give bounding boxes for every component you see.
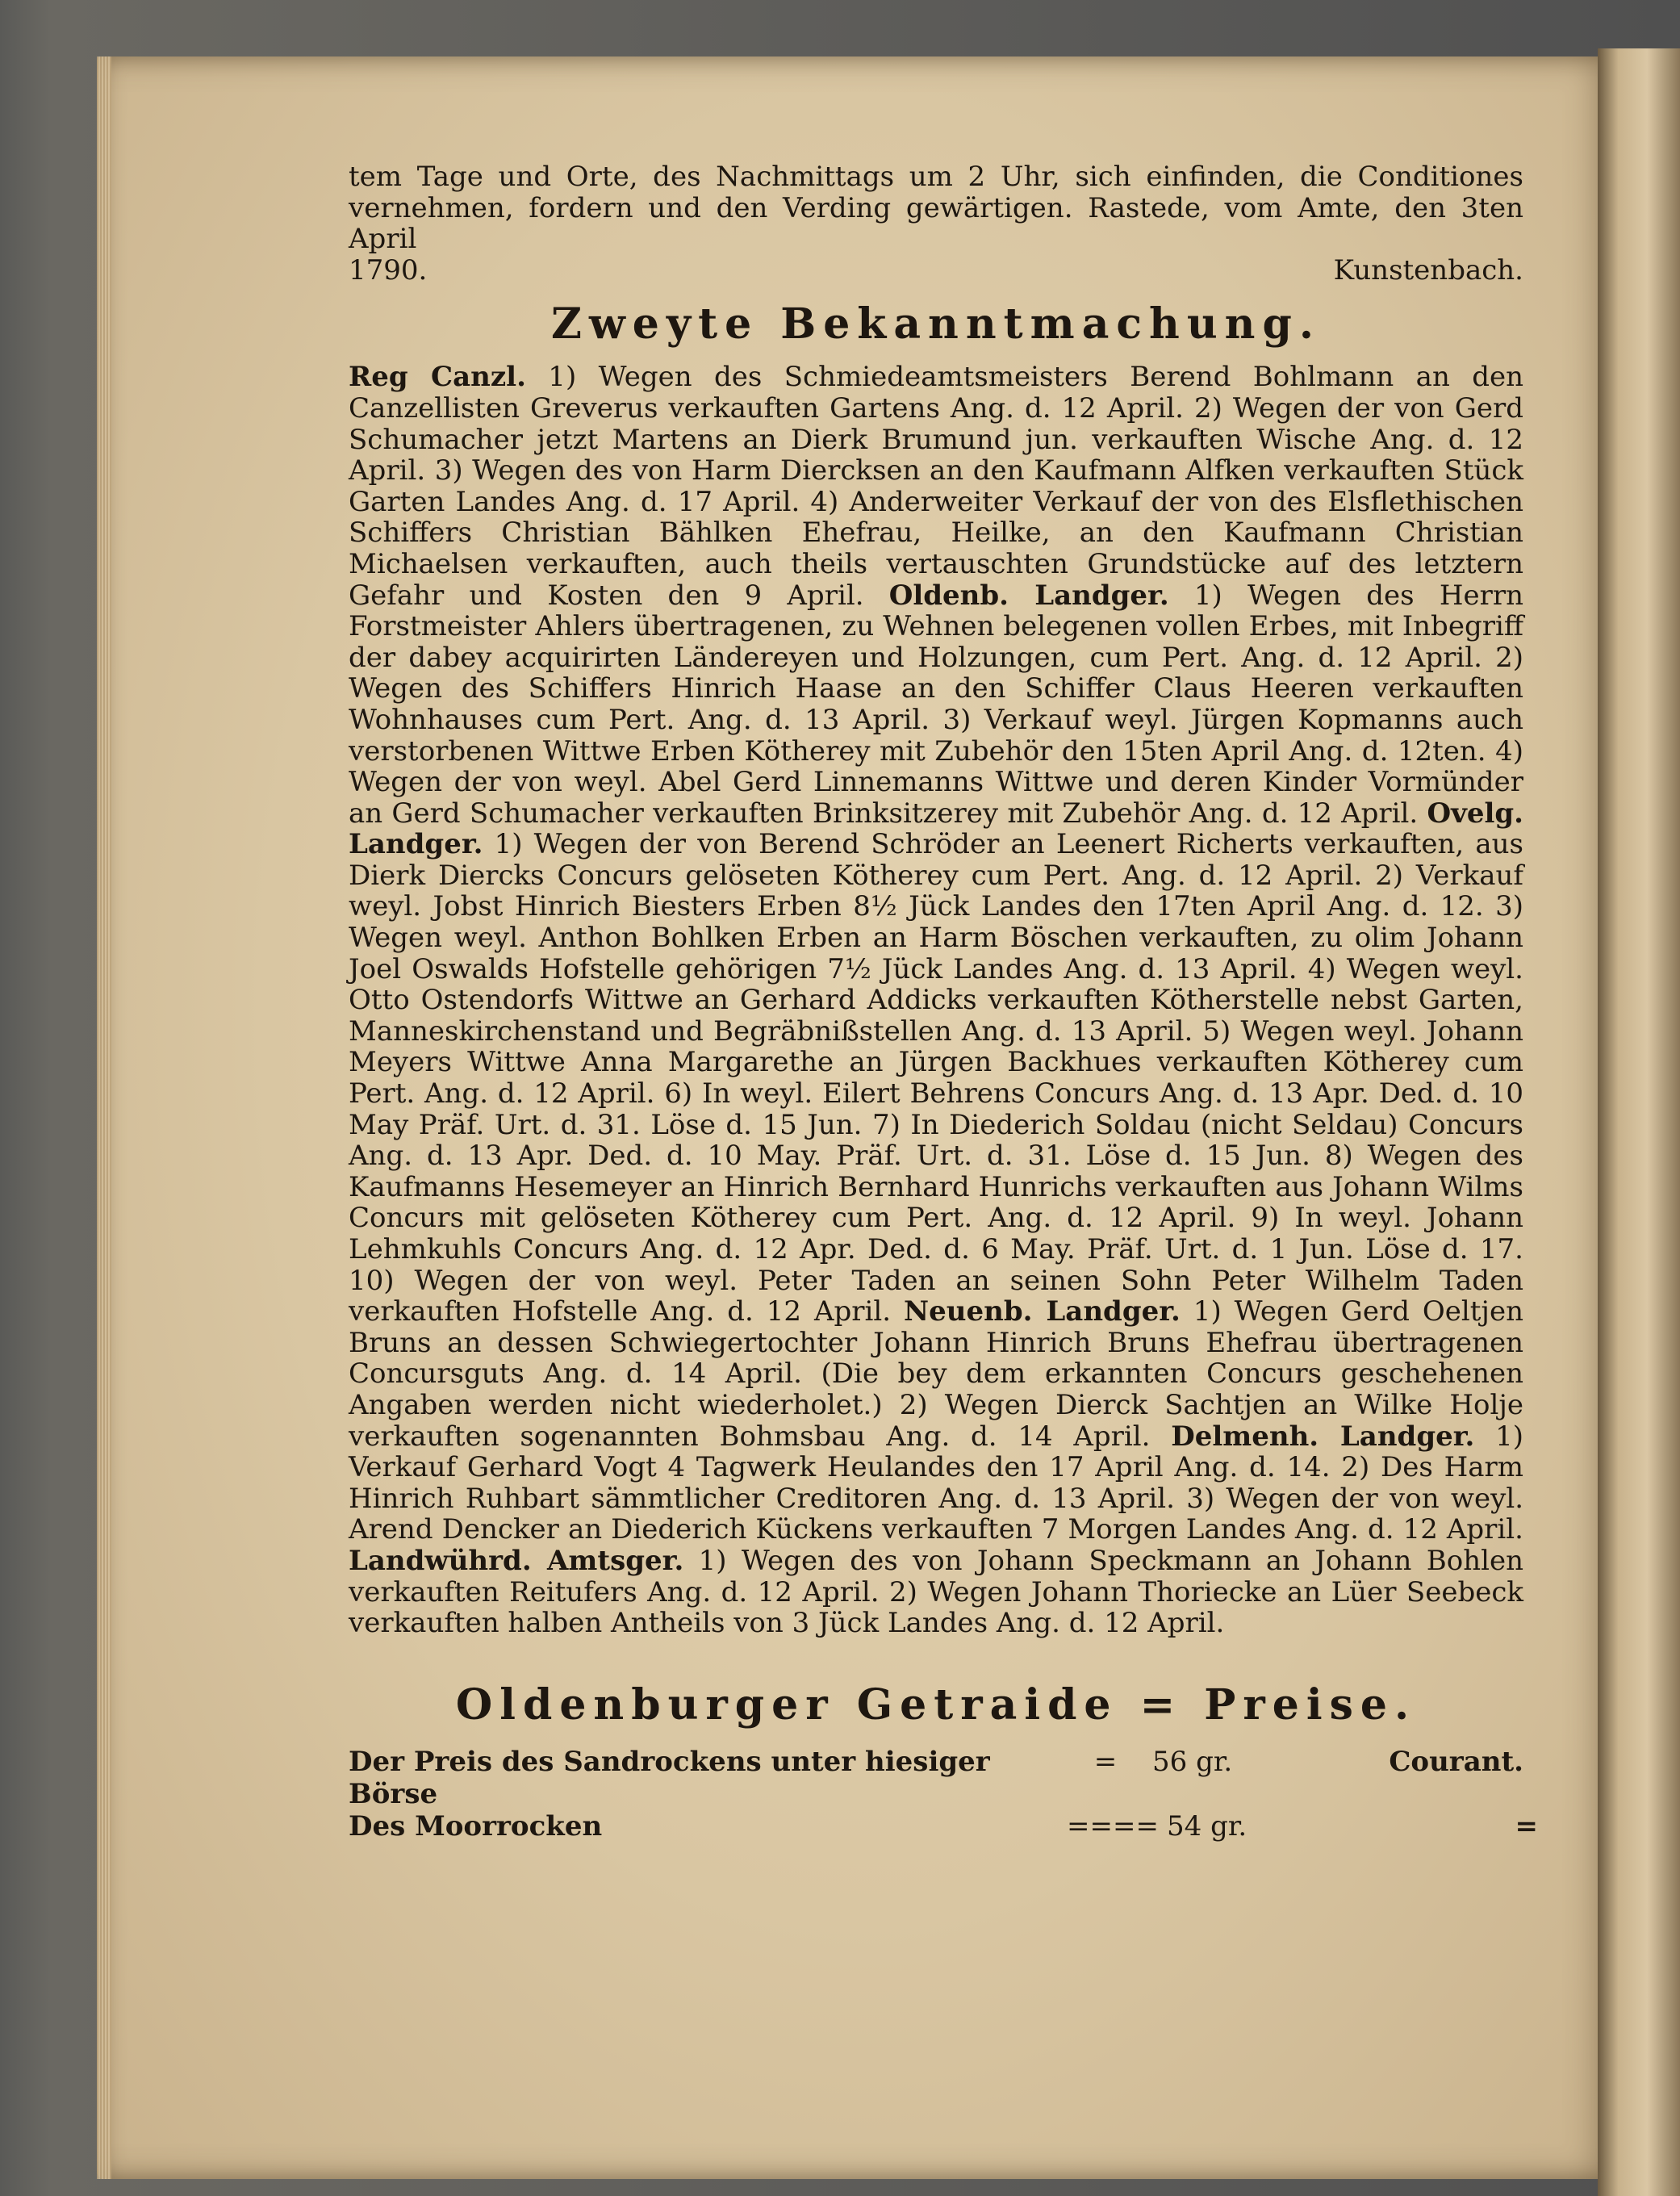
signature-line	[349, 255, 1523, 287]
court-landwuehrd: Landwührd. Amtsger.	[349, 1544, 684, 1577]
price-amount: 56 gr.	[1152, 1745, 1233, 1778]
court-oldenb: Oldenb. Landger.	[888, 579, 1169, 612]
notice-heading: Zweyte Bekanntmachung.	[551, 299, 1321, 349]
notice-part-4: 1) Wegen Gerd Oeltjen Bruns an dessen Schwiegertochter Johann Hinrich Bruns Ehefrau übertragenen Concursguts Ang. d. 14 April. (Die bey dem erkannten Concurs geschehenen Angaben werden nicht wiederholet.) 2) Wegen Dierck Sachtjen an Wilke Holje verkauften sogenannten Bohmsbau Ang. d. 14 April.	[349, 1295, 1523, 1453]
notice-part-3: 1) Wegen der von Berend Schröder an Leenert Richerts verkauften, aus Dierk Diercks Concurs gelöseten Kötherey cum Pert. Ang. d. 12 April. 2) Verkauf weyl. Jobst Hinrich Biesters Erben 8½ Jück Landes den 17ten April Ang. d. 12. 3) Wegen weyl. Anthon Bohlken Erben an Harm Böschen verkauften, zu olim Johann Joel Oswalds Hofstelle gehörigen 7½ Jück Landes Ang. d. 13 April. 4) Wegen weyl. Otto Ostendorfs Wittwe an Gerhard Addicks verkauften Kötherstelle nebst Garten, Manneskirchenstand und Begräbnißstellen Ang. d. 13 April. 5) Wegen weyl. Johann Meyers Wittwe Anna Margarethe an Jürgen Backhues verkauften Kötherey cum Pert. Ang. d. 12 April. 6) In weyl. Eilert Behrens Concurs Ang. d. 13 Apr. Ded. d. 10 May Präf. Urt. d. 31. Löse d. 15 Jun. 7) In Diederich Soldau (nicht Seldau) Concurs Ang. d. 13 Apr. Ded. d. 10 May. Präf. Urt. d. 31. Löse d. 15 Jun. 8) Wegen des Kaufmanns Hesemeyer an Hinrich Bernhard Hunrichs verkauften aus Johann Wilms Concurs mit gelöseten Kötherey cum Pert. Ang. d. 12 April. 9) In weyl. Johann Lehmkuhls Concurs Ang. d. 12 Apr. Ded. d. 6 May. Präf. Urt. d. 1 Jun. Löse d. 17. 10) Wegen der von weyl. Peter Taden an seinen Sohn Peter Wilhelm Taden verkauften Hofstelle Ang. d. 12 April.	[349, 828, 1523, 1328]
price-currency: Courant.	[1389, 1745, 1523, 1778]
intro-paragraph: tem Tage und Orte, des Nachmittags um 2 Uhr, sich einfinden, die Conditiones vernehmen, fordern und den Verding gewärtigen. Rastede, vom Amte, den 3ten April	[349, 161, 1523, 256]
price-row-sandrocken	[349, 1746, 1523, 1810]
page-text	[349, 161, 1538, 1843]
price-fill: = = = =	[1067, 1809, 1159, 1843]
book-gutter	[1598, 48, 1680, 2196]
price-amount: 54 gr.	[1167, 1809, 1247, 1843]
notice-part-2: 1) Wegen des Herrn Forstmeister Ahlers übertragenen, zu Wehnen belegenen vollen Erbes, mit Inbegriff der dabey acquirirten Ländereyen und Holzungen, cum Pert. Ang. d. 12 April. 2) Wegen des Schiffers Hinrich Haase an den Schiffer Claus Heeren verkauften Wohnhauses cum Pert. Ang. d. 13 April. 3) Verkauf weyl. Jürgen Kopmanns auch verstorbenen Wittwe Erben Kötherey mit Zubehör den 15ten April Ang. d. 12ten. 4) Wegen der von weyl. Abel Gerd Linnemanns Wittwe und deren Kinder Vormünder an Gerd Schumacher verkauften Brinksitzerey mit Zubehör Ang. d. 12 April.	[349, 579, 1523, 830]
price-row-moorrocken	[349, 1809, 1538, 1843]
prices-heading: Oldenburger Getraide = Preise.	[455, 1679, 1417, 1730]
court-reg-canzl: Reg Canzl.	[349, 361, 526, 394]
page-edge	[97, 56, 111, 2179]
court-delmenh: Delmenh. Landger.	[1171, 1420, 1475, 1453]
notice-paragraph	[349, 362, 1523, 1638]
price-label: Des Moorrocken	[349, 1809, 603, 1843]
signature-year: 1790.	[349, 253, 428, 287]
notice-part-1: 1) Wegen des Schmiedeamtsmeisters Berend Bohlmann an den Canzellisten Greverus verkauften Gartens Ang. d. 12 April. 2) Wegen der von Gerd Schumacher jetzt Martens an Dierk Brumund jun. verkauften Wische Ang. d. 12 April. 3) Wegen des von Harm Diercksen an den Kaufmann Alfken verkauften Stück Garten Landes Ang. d. 17 April. 4) Anderweiter Verkauf der von des Elsflethischen Schiffers Christian Bählken Ehefrau, Heilke, an den Kaufmann Christian Michaelsen verkauften, auch theils vertauschten Grundstücke auf des letztern Gefahr und Kosten den 9 April.	[349, 361, 1523, 612]
notice-part-5: 1) Verkauf Gerhard Vogt 4 Tagwerk Heulandes den 17 April Ang. d. 14. 2) Des Harm Hinrich Ruhbart sämmtlicher Creditoren Ang. d. 13 April. 3) Wegen der von weyl. Arend Dencker an Diederich Kückens verkauften 7 Morgen Landes Ang. d. 12 April.	[349, 1420, 1523, 1546]
court-ovelg: Ovelg. Landger.	[349, 797, 1523, 861]
price-currency: =	[1515, 1809, 1538, 1843]
notice-part-6: 1) Wegen des von Johann Speckmann an Johann Bohlen verkauften Reitufers Ang. d. 12 April. 2) Wegen Johann Thoriecke an Lüer Seebeck verkauften halben Antheils von 3 Jück Landes Ang. d. 12 April.	[349, 1544, 1523, 1640]
signature-name: Kunstenbach.	[1333, 253, 1523, 287]
court-neuenb: Neuenb. Landger.	[904, 1295, 1181, 1328]
price-fill: =	[1093, 1745, 1118, 1778]
price-label: Der Preis des Sandrockens unter hiesiger Börse	[349, 1745, 990, 1810]
